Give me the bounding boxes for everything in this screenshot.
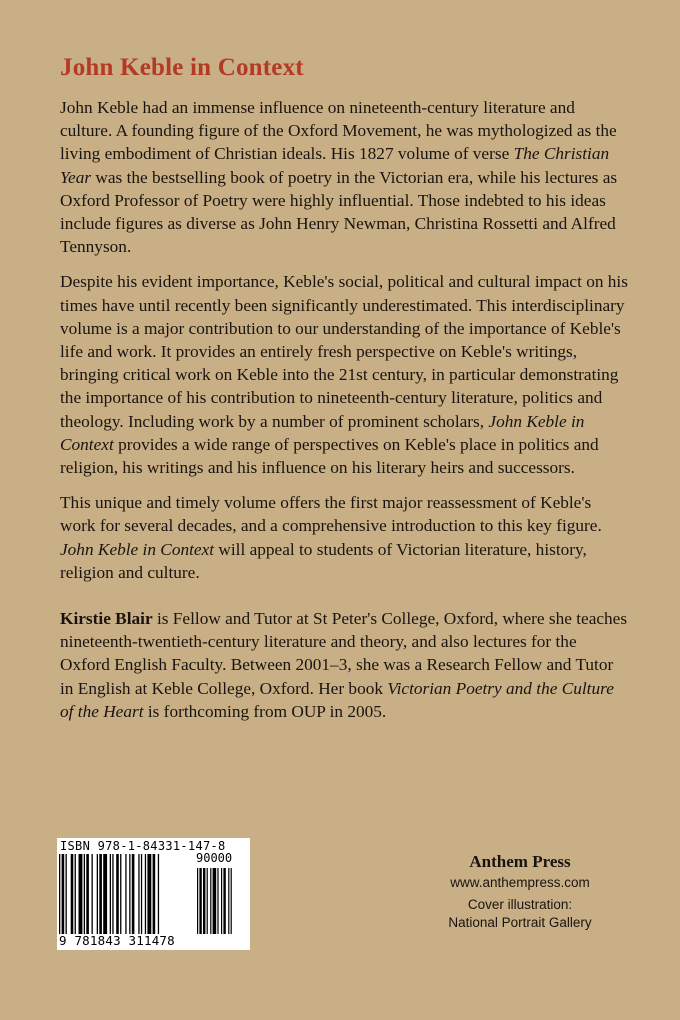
p2-italic-title: John Keble in Context	[60, 411, 585, 454]
author-bio	[60, 607, 630, 723]
author-bio-text-a: is Fellow and Tutor at St Peter's College, Oxford, where she teaches nineteenth-twentieth-century literature and theory, and also lectures for the Oxford English Faculty. Between 2001–3, she was a Research Fellow and Tutor in English at Keble College, Oxford. Her book	[60, 609, 628, 698]
p2-text-a: Despite his evident importance, Keble's social, political and cultural impact on his times have until recently been significantly underestimated. This interdisciplinary volume is a major contribution to our understanding of the importance of Keble's life and work. It provides an entirely fresh perspective on Keble's writings, bringing critical work on Keble into the 21st century, in particular demonstrating the importance of his contribution to nineteenth-century literature, politics and theology. Including work by a number of prominent scholars,	[60, 272, 628, 431]
publisher-block	[430, 852, 610, 932]
credit-line-2: National Portrait Gallery	[448, 915, 592, 930]
cover-illustration-credit	[430, 896, 610, 932]
publisher-url: www.anthempress.com	[450, 875, 590, 890]
barcode-bars	[59, 854, 248, 934]
p1-text-b: was the bestselling book of poetry in the Victorian era, while his lectures as Oxford Professor of Poetry were highly influential. Those indebted to his ideas include figures as diverse as John Henry Newman, Christina Rossetti and Alfred Tennyson.	[60, 167, 618, 257]
p1-text-a: John Keble had an immense influence on nineteenth-century literature and culture. A founding figure of the Oxford Movement, he was mythologized as the living embodiment of Christian ideals. His 1827 volume of verse	[60, 98, 617, 164]
description-paragraph-3	[60, 491, 630, 584]
author-name: Kirstie Blair	[60, 609, 153, 628]
p3-lead: This unique and timely volume offers the first major reassessment of Keble's work for several decades, and a comprehensive introduction to this key figure.	[60, 493, 602, 536]
author-bio-text-b: is forthcoming from OUP in 2005.	[143, 701, 387, 721]
p1-italic-title: The Christian Year	[60, 144, 610, 187]
description-paragraph-2	[60, 270, 630, 479]
credit-line-1: Cover illustration:	[467, 897, 573, 912]
barcode-addon-digits: 90000	[196, 851, 233, 865]
author-book-title: Victorian Poetry and the Culture of the Heart	[60, 678, 614, 721]
p2-text-b: provides a wide range of perspectives on Keble's place in politics and religion, his writings and his influence on his literary heirs and successors.	[60, 434, 599, 478]
isbn-label: ISBN 978-1-84331-147-8	[60, 839, 226, 853]
p3-italic-title: John Keble in Context	[60, 539, 215, 559]
book-title: John Keble in Context	[60, 54, 304, 81]
barcode-digits: 9 781843 311478	[59, 933, 175, 948]
description-paragraph-1	[60, 96, 630, 258]
isbn-barcode	[57, 838, 250, 950]
publisher-name: Anthem Press	[469, 852, 571, 871]
p3-text-b: will appeal to students of Victorian literature, history, religion and culture.	[60, 539, 587, 582]
book-description	[60, 96, 630, 596]
